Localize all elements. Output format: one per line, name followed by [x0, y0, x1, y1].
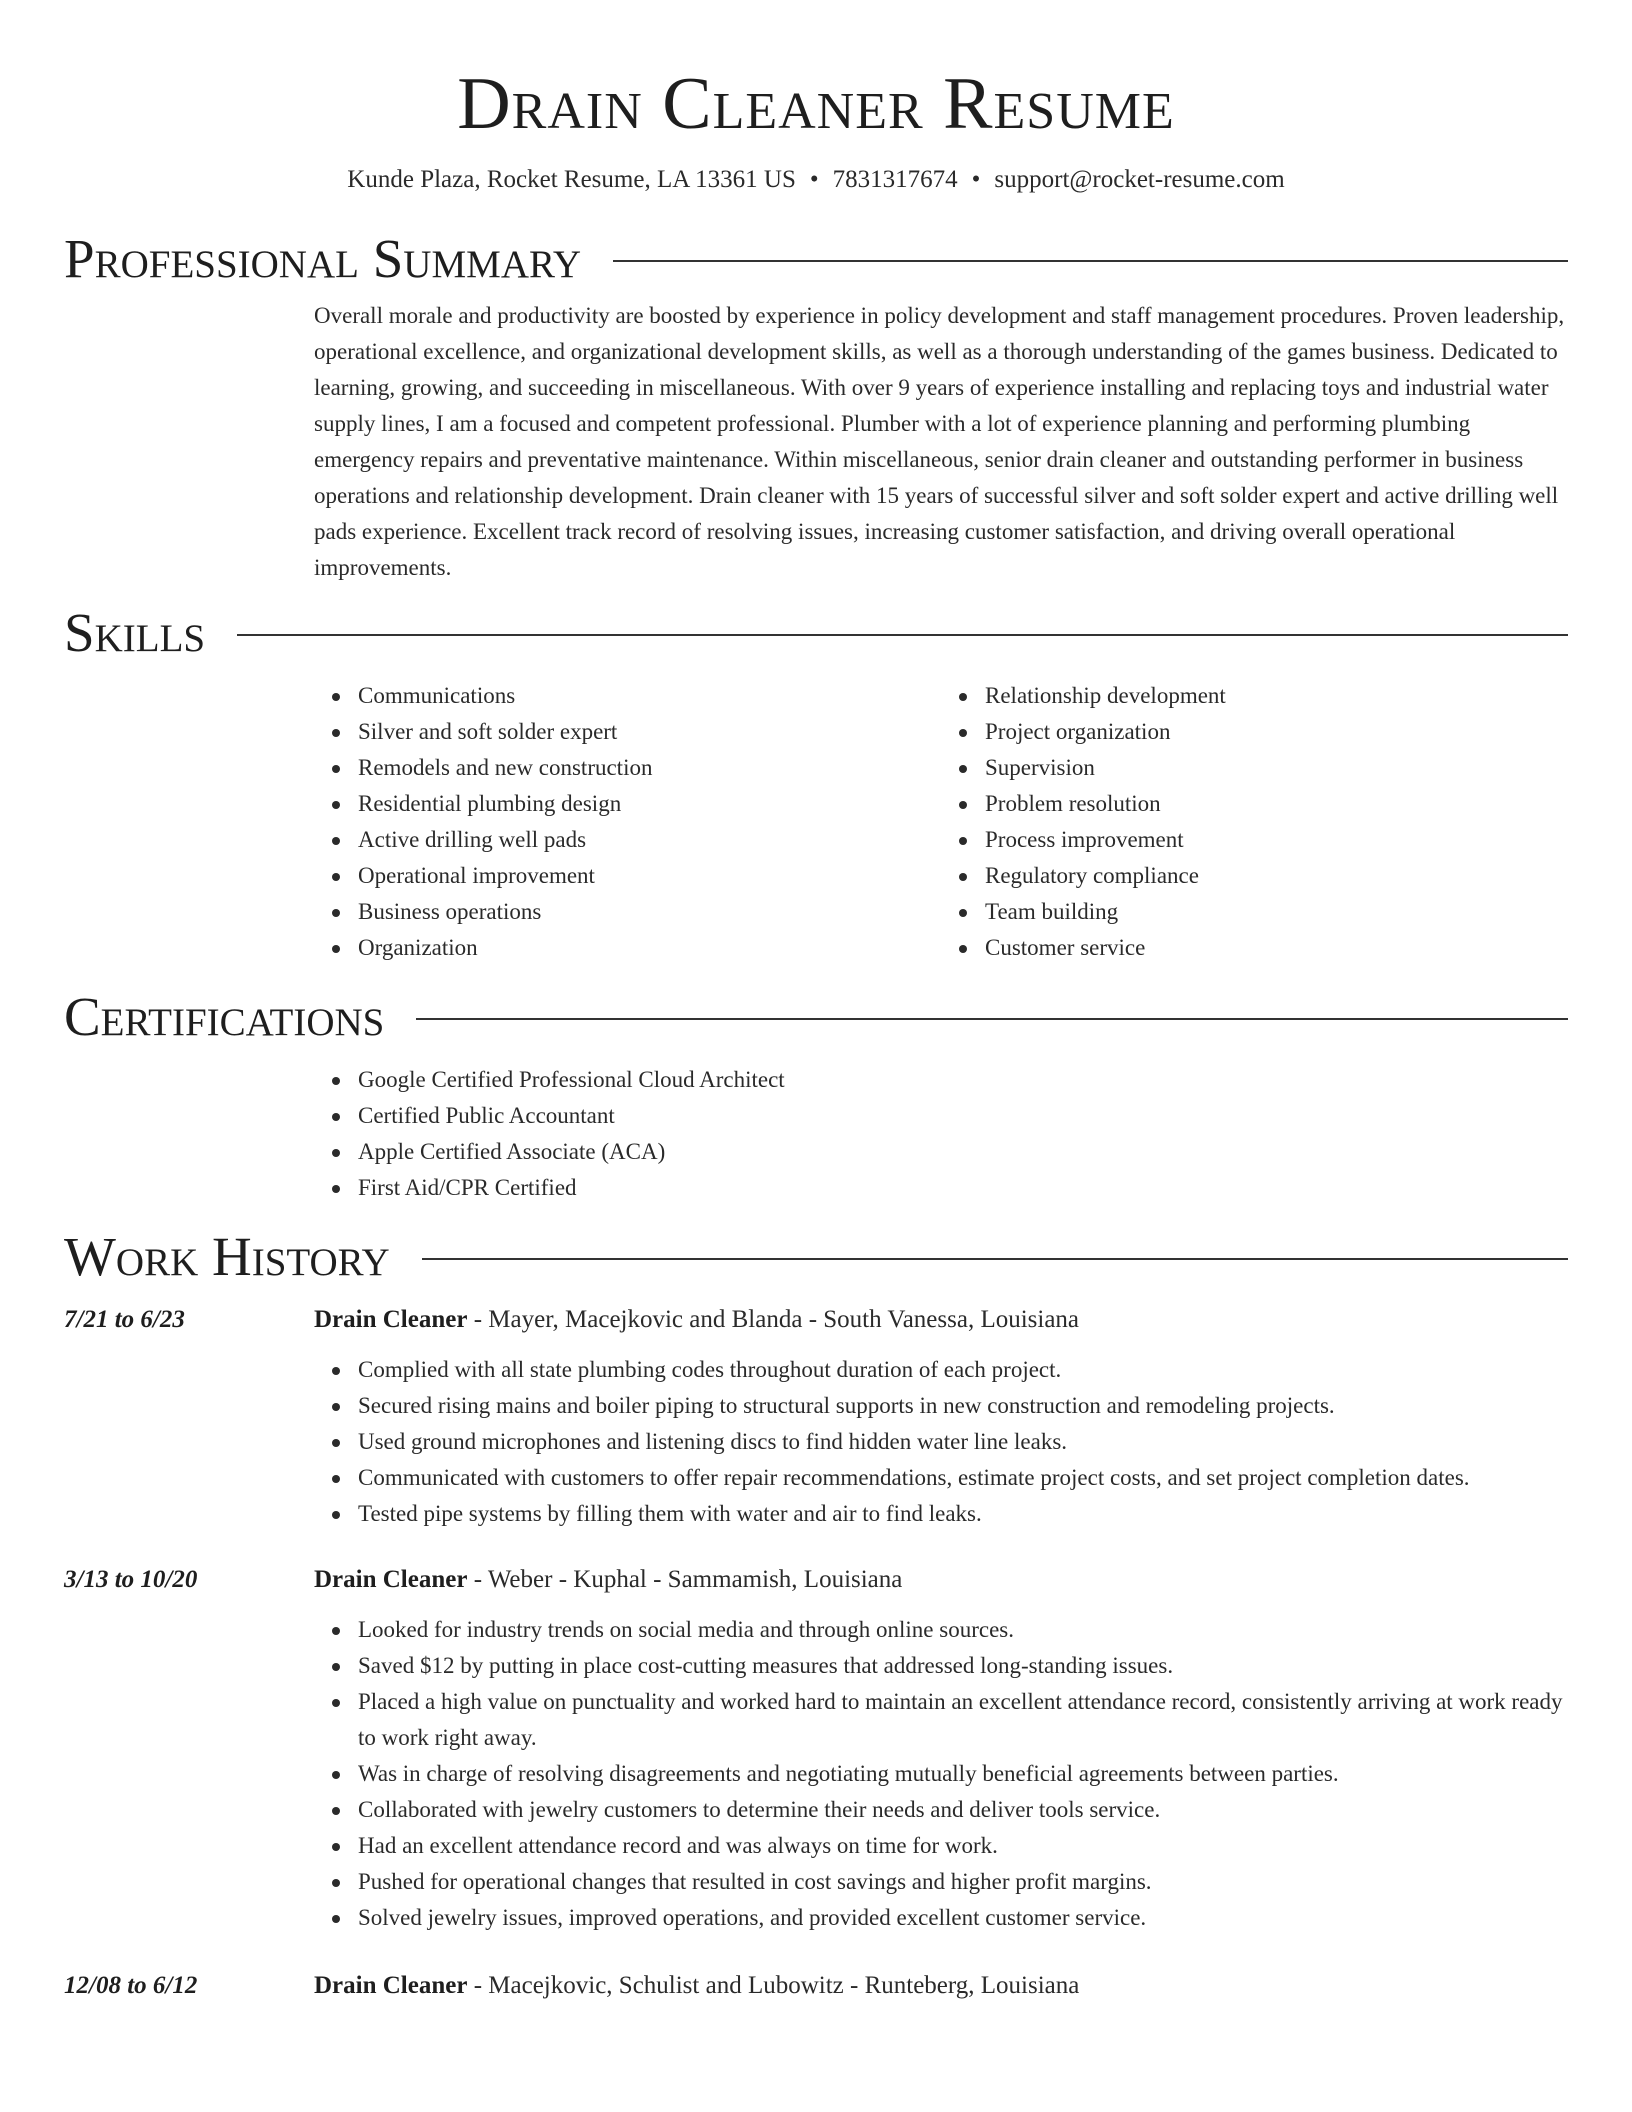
- summary-text: Overall morale and productivity are boosted by experience in policy development and staff management procedures. Proven leadership, operational excellence, and organizational development skills, as well as a thorough understanding of the games business. Dedicated to learning, growing, and succeeding in miscellaneous. With over 9 years of experience installing and replacing toys and industrial water supply lines, I am a focused and competent professional. Plumber with a lot of experience planning and performing plumbing emergency repairs and preventative maintenance. Within miscellaneous, senior drain cleaner and outstanding performer in business operations and relationship development. Drain cleaner with 15 years of successful silver and soft solder expert and active drilling well pads experience. Excellent track record of resolving issues, increasing customer satisfaction, and driving overall operational improvements.: [314, 303, 1565, 580]
- skills-heading: Skills: [64, 602, 206, 663]
- section-divider: [416, 1018, 1568, 1020]
- job-bullet-list: [314, 1612, 1568, 1936]
- skills-right-column: [941, 678, 1568, 966]
- skill-item: Communications: [358, 678, 941, 714]
- job-dates: 12/08 to 6/12: [64, 1972, 198, 1999]
- contact-separator: •: [809, 166, 819, 193]
- skill-item: Supervision: [985, 750, 1568, 786]
- certification-item: First Aid/CPR Certified: [358, 1170, 1568, 1206]
- skill-item: Team building: [985, 894, 1568, 930]
- section-divider: [422, 1258, 1568, 1260]
- contact-address: Kunde Plaza, Rocket Resume, LA 13361 US: [347, 166, 796, 193]
- work-section-header: [64, 1226, 1568, 1288]
- work-heading: Work History: [64, 1226, 390, 1287]
- certification-item: Google Certified Professional Cloud Architect: [358, 1062, 1568, 1098]
- certifications-heading: Certifications: [64, 986, 385, 1047]
- job-bullet: Had an excellent attendance record and was always on time for work.: [358, 1828, 1568, 1864]
- contact-phone: 7831317674: [832, 166, 958, 193]
- summary-body: [314, 298, 1568, 586]
- job-bullet-list: [314, 1352, 1568, 1532]
- contact-separator: •: [971, 166, 981, 193]
- job-header: [64, 1968, 1568, 2004]
- skills-left-column: [314, 678, 941, 966]
- job-bullet: Communicated with customers to offer repair recommendations, estimate project costs, and set project completion dates.: [358, 1460, 1568, 1496]
- skill-item: Process improvement: [985, 822, 1568, 858]
- contact-email: support@rocket-resume.com: [994, 166, 1285, 193]
- certification-item: Apple Certified Associate (ACA): [358, 1134, 1568, 1170]
- skill-item: Remodels and new construction: [358, 750, 941, 786]
- job-heading-line: [314, 1968, 1079, 2004]
- skill-item: Organization: [358, 930, 941, 966]
- job-heading-line: [314, 1562, 902, 1598]
- job-header: [64, 1302, 1568, 1338]
- skill-item: Operational improvement: [358, 858, 941, 894]
- skill-item: Relationship development: [985, 678, 1568, 714]
- skill-item: Business operations: [358, 894, 941, 930]
- page-title: Drain Cleaner Resume: [457, 63, 1175, 145]
- skill-item: Problem resolution: [985, 786, 1568, 822]
- job-heading-line: [314, 1302, 1079, 1338]
- job-bullet: Collaborated with jewelry customers to determine their needs and deliver tools service.: [358, 1792, 1568, 1828]
- job-bullet: Looked for industry trends on social media and through online sources.: [358, 1612, 1568, 1648]
- resume-page: [64, 0, 1568, 2004]
- job-duties: [314, 1612, 1568, 1936]
- job-employer-location: - Mayer, Macejkovic and Blanda - South Vanessa, Louisiana: [467, 1306, 1080, 1333]
- skills-section-header: [64, 602, 1568, 664]
- skills-list: [314, 678, 1568, 966]
- skill-item: Active drilling well pads: [358, 822, 941, 858]
- certifications-section-header: [64, 986, 1568, 1048]
- job-dates: 3/13 to 10/20: [64, 1566, 198, 1593]
- skill-item: Residential plumbing design: [358, 786, 941, 822]
- job-bullet: Placed a high value on punctuality and worked hard to maintain an excellent attendance record, consistently arriving at work ready to work right away.: [358, 1684, 1568, 1756]
- contact-line: [64, 164, 1568, 196]
- certifications-list: [314, 1062, 1568, 1206]
- job-bullet: Saved $12 by putting in place cost-cutting measures that addressed long-standing issues.: [358, 1648, 1568, 1684]
- job-entry: [64, 1968, 1568, 2004]
- job-entry: [64, 1302, 1568, 1532]
- skill-item: Project organization: [985, 714, 1568, 750]
- job-employer-location: - Weber - Kuphal - Sammamish, Louisiana: [467, 1566, 903, 1593]
- certifications-body: [314, 1062, 1568, 1206]
- skill-item: Regulatory compliance: [985, 858, 1568, 894]
- job-bullet: Secured rising mains and boiler piping to structural supports in new construction and remodeling projects.: [358, 1388, 1568, 1424]
- job-header: [64, 1562, 1568, 1598]
- job-title: Drain Cleaner: [314, 1972, 468, 1999]
- job-bullet: Tested pipe systems by filling them with water and air to find leaks.: [358, 1496, 1568, 1532]
- job-duties: [314, 1352, 1568, 1532]
- job-bullet: Complied with all state plumbing codes throughout duration of each project.: [358, 1352, 1568, 1388]
- job-bullet: Used ground microphones and listening discs to find hidden water line leaks.: [358, 1424, 1568, 1460]
- job-title: Drain Cleaner: [314, 1306, 468, 1333]
- section-divider: [613, 260, 1568, 262]
- skill-item: Customer service: [985, 930, 1568, 966]
- summary-section-header: [64, 228, 1568, 290]
- summary-heading: Professional Summary: [64, 228, 582, 289]
- skill-item: Silver and soft solder expert: [358, 714, 941, 750]
- job-bullet: Pushed for operational changes that resulted in cost savings and higher profit margins.: [358, 1864, 1568, 1900]
- certification-item: Certified Public Accountant: [358, 1098, 1568, 1134]
- section-divider: [237, 634, 1568, 636]
- job-employer-location: - Macejkovic, Schulist and Lubowitz - Runteberg, Louisiana: [467, 1972, 1080, 1999]
- job-title: Drain Cleaner: [314, 1566, 468, 1593]
- job-entry: [64, 1562, 1568, 1936]
- job-bullet: Solved jewelry issues, improved operations, and provided excellent customer service.: [358, 1900, 1568, 1936]
- job-dates: 7/21 to 6/23: [64, 1306, 185, 1333]
- job-bullet: Was in charge of resolving disagreements and negotiating mutually beneficial agreements between parties.: [358, 1756, 1568, 1792]
